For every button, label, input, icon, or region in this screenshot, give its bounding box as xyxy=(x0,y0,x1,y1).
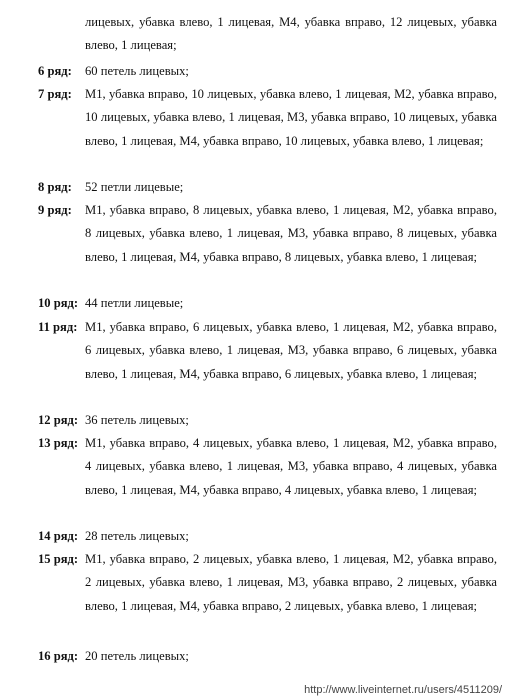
row-instruction-14 xyxy=(38,525,497,548)
row-instruction-11 xyxy=(38,316,497,386)
row-text: 44 петли лицевые; xyxy=(85,296,184,310)
row-label: 14 ряд: xyxy=(38,529,79,543)
continued-paragraph xyxy=(85,11,497,58)
row-instruction-6 xyxy=(38,60,497,83)
row-text: М1, убавка вправо, 4 лицевых, убавка влево, 1 лицевая, М2, убавка вправо, 4 лицевых, убавка влево, 1 лицевая, М3, убавка вправо, 4 лицевых, убавка влево, 1 лицевая, М4, убавка вправо, 4 лицевых, убавка влево, 1 лицевая; xyxy=(85,436,497,497)
row-label: 13 ряд: xyxy=(38,436,79,450)
row-text: 28 петель лицевых; xyxy=(85,529,189,543)
row-label: 12 ряд: xyxy=(38,413,79,427)
row-instruction-9 xyxy=(38,199,497,269)
row-instruction-8 xyxy=(38,176,497,199)
row-text: 52 петли лицевые; xyxy=(85,180,184,194)
row-text: М1, убавка вправо, 2 лицевых, убавка влево, 1 лицевая, М2, убавка вправо, 2 лицевых, убавка влево, 1 лицевая, М3, убавка вправо, 2 лицевых, убавка влево, 1 лицевая, М4, убавка вправо, 2 лицевых, убавка влево, 1 лицевая; xyxy=(85,552,497,613)
row-instruction-10 xyxy=(38,292,497,315)
row-text: М1, убавка вправо, 10 лицевых, убавка влево, 1 лицевая, М2, убавка вправо, 10 лицевых, убавка влево, 1 лицевая, М3, убавка вправо, 10 лицевых, убавка влево, 1 лицевая, М4, убавка вправо, 10 лицевых, убавка влево, 1 лицевая; xyxy=(85,87,497,148)
row-label: 8 ряд: xyxy=(38,180,72,194)
row-label: 7 ряд: xyxy=(38,87,72,101)
row-text: М1, убавка вправо, 8 лицевых, убавка влево, 1 лицевая, М2, убавка вправо, 8 лицевых, убавка влево, 1 лицевая, М3, убавка вправо, 8 лицевых, убавка влево, 1 лицевая, М4, убавка вправо, 8 лицевых, убавка влево, 1 лицевая; xyxy=(85,203,497,264)
row-label: 15 ряд: xyxy=(38,552,79,566)
row-instruction-15 xyxy=(38,548,497,618)
row-label: 16 ряд: xyxy=(38,649,79,663)
row-label: 6 ряд: xyxy=(38,64,72,78)
row-label: 11 ряд: xyxy=(38,320,78,334)
continued-paragraph-text: лицевых, убавка влево, 1 лицевая, М4, убавка вправо, 12 лицевых, убавка влево, 1 лицевая; xyxy=(85,15,497,53)
row-instruction-12 xyxy=(38,409,497,432)
source-watermark: http://www.liveinternet.ru/users/4511209/ xyxy=(304,684,502,696)
row-label: 9 ряд: xyxy=(38,203,72,217)
row-text: 36 петель лицевых; xyxy=(85,413,189,427)
row-text: 60 петель лицевых; xyxy=(85,64,189,78)
row-label: 10 ряд: xyxy=(38,296,79,310)
row-text: М1, убавка вправо, 6 лицевых, убавка влево, 1 лицевая, М2, убавка вправо, 6 лицевых, убавка влево, 1 лицевая, М3, убавка вправо, 6 лицевых, убавка влево, 1 лицевая, М4, убавка вправо, 6 лицевых, убавка влево, 1 лицевая; xyxy=(85,320,497,381)
row-instruction-7 xyxy=(38,83,497,153)
row-instruction-13 xyxy=(38,432,497,502)
row-text: 20 петель лицевых; xyxy=(85,649,189,663)
row-instruction-16 xyxy=(38,645,497,668)
